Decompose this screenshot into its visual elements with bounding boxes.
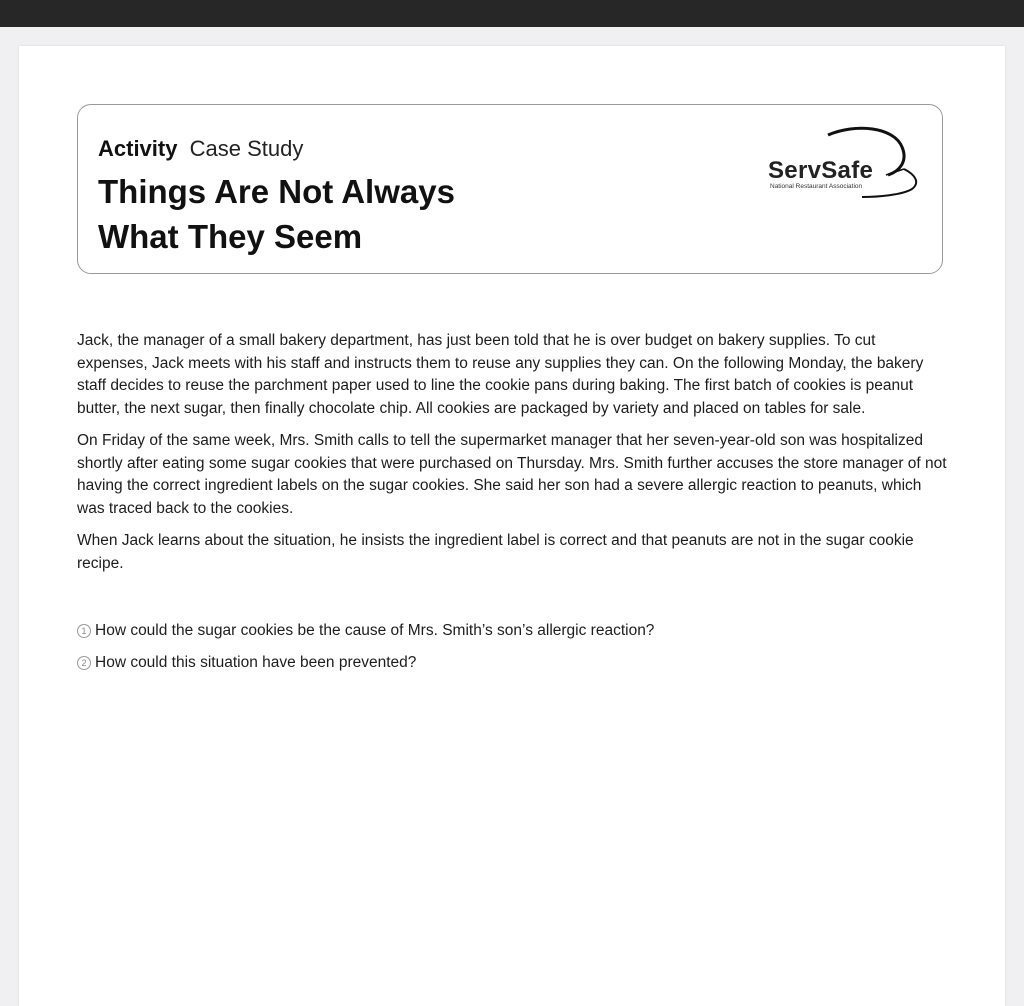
activity-header-box: [77, 104, 943, 274]
question-item: [77, 652, 947, 674]
activity-label: Activity: [98, 136, 178, 161]
question-text: How could this situation have been prevented?: [95, 654, 417, 671]
activity-type: Case Study: [189, 136, 304, 161]
top-bar: [0, 0, 1024, 27]
question-text: How could the sugar cookies be the cause of Mrs. Smith’s son’s allergic reaction?: [95, 622, 655, 639]
activity-label-line: [98, 135, 303, 163]
page-title: [98, 169, 618, 259]
title-line-1: Things Are Not Always: [98, 173, 455, 210]
logo-brand: ServSafe: [768, 157, 874, 184]
question-number-badge: 1: [77, 624, 91, 638]
paragraph-1: Jack, the manager of a small bakery department, has just been told that he is over budget on bakery supplies. To cut expenses, Jack meets with his staff and instructs them to reuse any supplies they can. On the following Monday, the bakery staff decides to reuse the parchment paper used to line the cookie pans during baking. The first batch of cookies is peanut butter, the next sugar, then finally chocolate chip. All cookies are packaged by variety and placed on tables for sale.: [77, 332, 924, 417]
logo-subtitle: National Restaurant Association: [770, 183, 863, 190]
document-page: [19, 46, 1005, 1006]
case-study-body: [77, 330, 947, 585]
paragraph-3: When Jack learns about the situation, he insists the ingredient label is correct and that peanuts are not in the sugar cookie recipe.: [77, 532, 914, 572]
paragraph-2: On Friday of the same week, Mrs. Smith calls to tell the supermarket manager that her seven-year-old son was hospitalized shortly after eating some sugar cookies that were purchased on Thursday. Mrs. Smith further accuses the store manager of not having the correct ingredient labels on the sugar cookies. She said her son had a severe allergic reaction to peanuts, which was traced back to the cookies.: [77, 432, 947, 517]
question-list: [77, 620, 947, 684]
title-line-2: What They Seem: [98, 218, 363, 255]
question-item: [77, 620, 947, 642]
question-number-badge: 2: [77, 656, 91, 670]
servsafe-logo: [766, 125, 926, 205]
